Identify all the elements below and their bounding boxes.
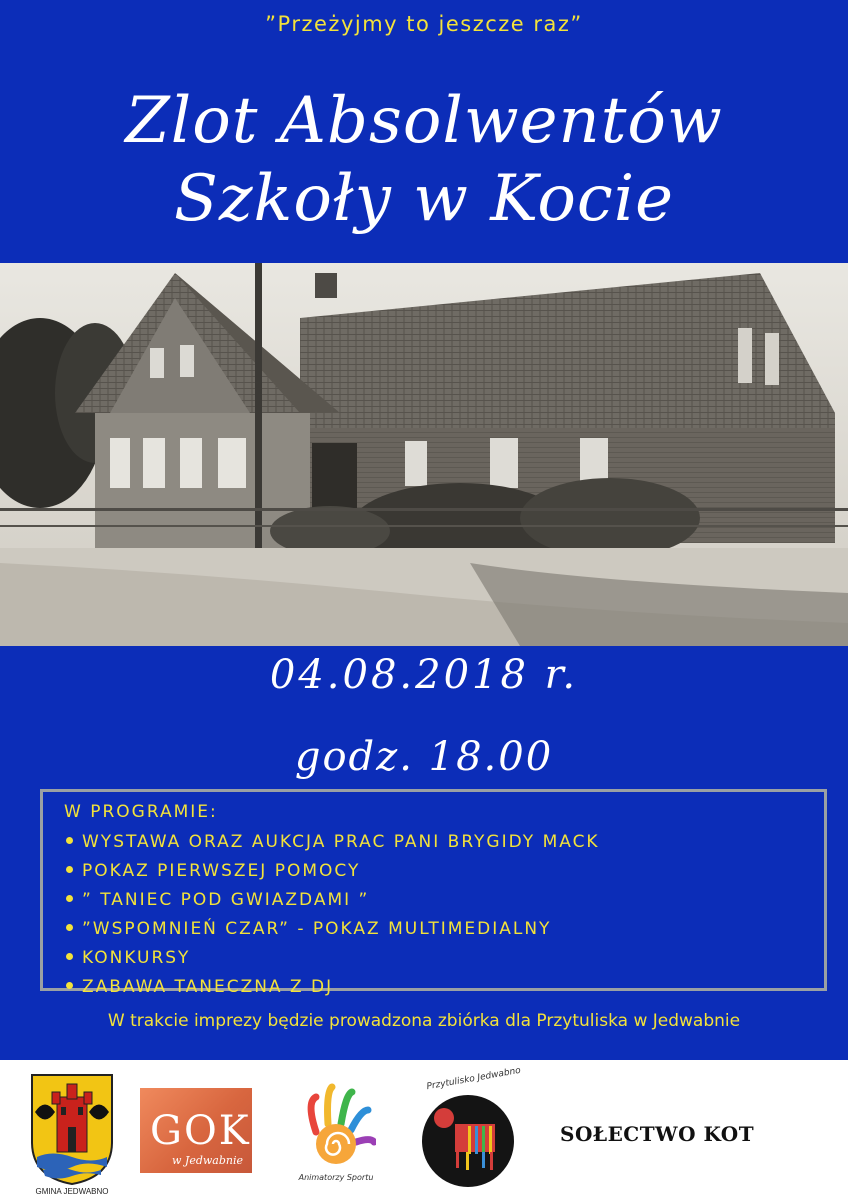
hand-spiral-icon [296, 1082, 376, 1170]
program-item [66, 973, 600, 1002]
gok-logo [140, 1088, 252, 1173]
program-item [66, 857, 600, 886]
program-item-text: WYSTAWA ORAZ AUKCJA PRAC PANI BRYGIDY MACK [82, 832, 600, 852]
gmina-label: GMINA JEDWABNO [35, 1187, 109, 1196]
program-list [66, 828, 600, 1002]
animatorzy-label: Animatorzy Sportu [298, 1173, 374, 1182]
program-item [66, 886, 600, 915]
bullet-icon [66, 924, 73, 931]
coat-of-arms-icon [27, 1072, 117, 1187]
tagline: ”Przeżyjmy to jeszcze raz” [265, 12, 583, 36]
gok-sub-text: w Jedwabnie [172, 1154, 244, 1167]
gmina-jedwabno-logo [27, 1072, 117, 1200]
przytulisko-label: Przytulisko Jedwabno [425, 1065, 522, 1093]
bullet-icon [66, 895, 73, 902]
program-item [66, 944, 600, 973]
program-item [66, 828, 600, 857]
solectwo-kot-text: SOŁECTWO KOT [560, 1122, 755, 1146]
event-time: godz. 18.00 [294, 734, 554, 780]
school-photo [0, 263, 848, 646]
collection-note: W trakcie imprezy będzie prowadzona zbiórka dla Przytuliska w Jedwabnie [107, 1011, 741, 1031]
program-box [40, 789, 827, 997]
dog-icon [420, 1086, 520, 1196]
title-line-1: Zlot Absolwentów [125, 84, 723, 158]
przytulisko-logo [418, 1065, 522, 1196]
sponsor-logos [0, 1060, 848, 1200]
program-item [66, 915, 600, 944]
title-line-2: Szkoły w Kocie [173, 162, 675, 236]
bullet-icon [66, 866, 73, 873]
program-item-text: ” TANIEC POD GWIAZDAMI ” [82, 890, 370, 910]
program-item-text: ZABAWA TANECZNA Z DJ [82, 977, 334, 997]
program-item-text: KONKURSY [82, 948, 191, 968]
animatorzy-sportu-logo [296, 1082, 376, 1187]
program-item-text: POKAZ PIERWSZEJ POMOCY [82, 861, 361, 881]
gok-main-text: GOK [150, 1108, 251, 1154]
event-date: 04.08.2018 r. [269, 652, 579, 698]
program-heading: W PROGRAMIE: [64, 802, 218, 822]
program-item-text: ”WSPOMNIEŃ CZAR” - POKAZ MULTIMEDIALNY [82, 919, 552, 939]
bullet-icon [66, 953, 73, 960]
bullet-icon [66, 837, 73, 844]
bullet-icon [66, 982, 73, 989]
